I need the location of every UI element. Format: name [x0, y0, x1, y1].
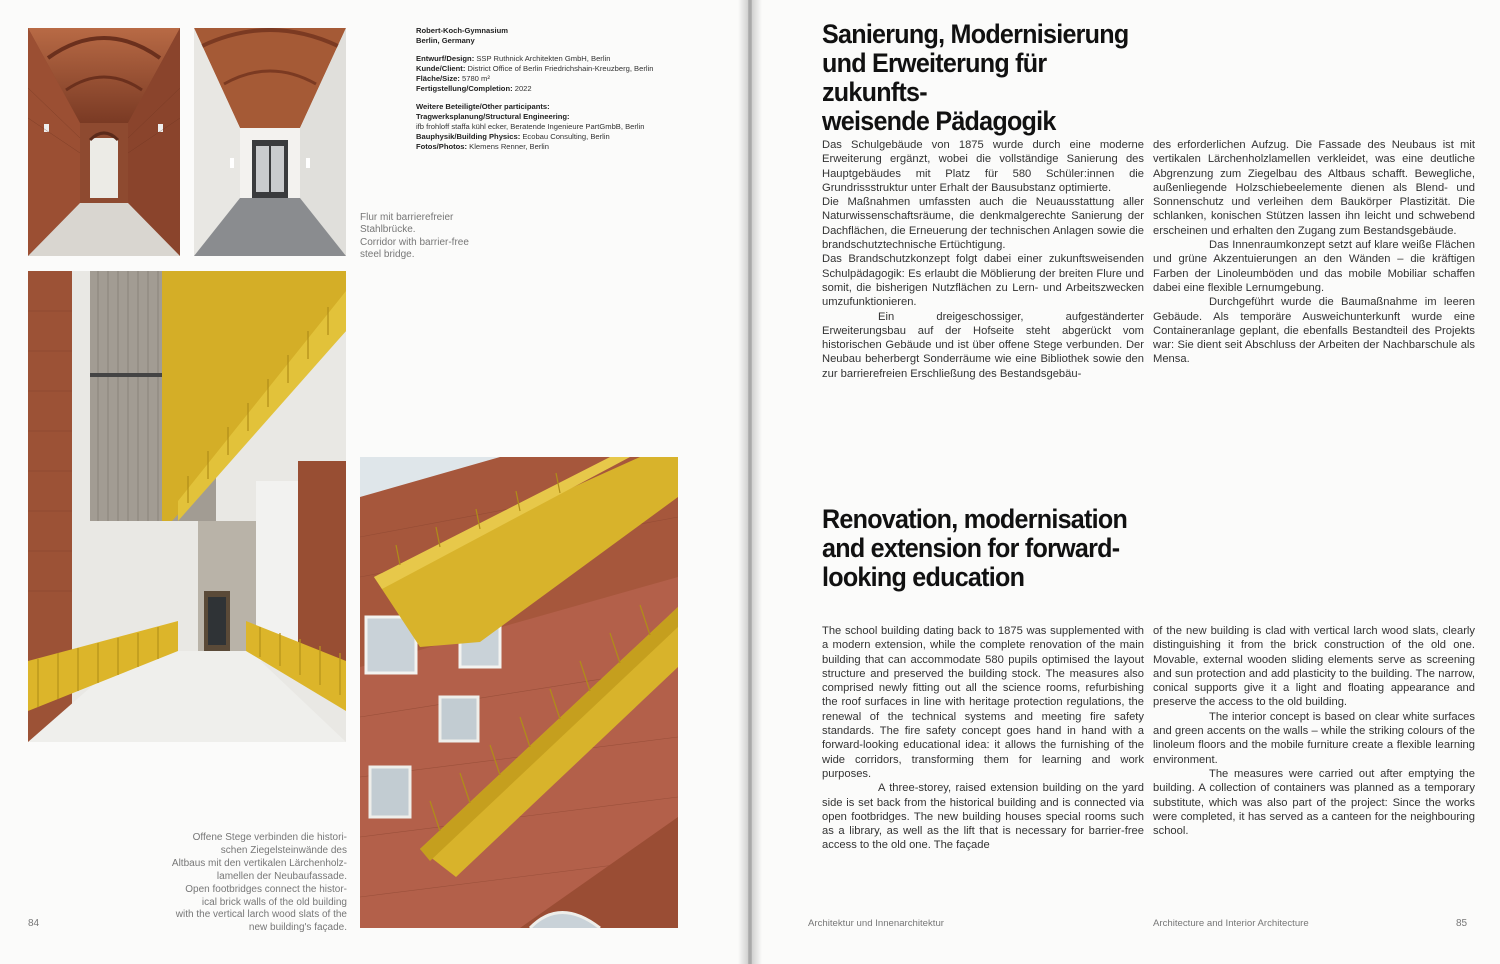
caption-line: Stahlbrücke. [360, 224, 416, 236]
caption-line: Offene Stege verbinden die histori- [192, 832, 347, 843]
caption-line: Open footbridges connect the histor- [185, 883, 347, 895]
heading-line: Renovation, modernisation [822, 504, 1128, 534]
paragraph: The interior concept is based on clear white surfaces and green accents on the walls – while the striking colours of the linoleum floors and the mobile furniture create a flexible learning environment. [1153, 710, 1475, 766]
caption-line: Corridor with barrier-free [360, 236, 469, 248]
photo-white-corridor [194, 28, 346, 256]
credit-value: 5780 m² [462, 74, 490, 83]
credit-value: District Office of Berlin Friedrichshain-Kreuzberg, Berlin [467, 64, 654, 73]
page-number-right: 85 [1456, 918, 1468, 929]
photos-label: Fotos/Photos: [416, 142, 468, 151]
caption-line: Altbaus mit den vertikalen Lärchenholz- [171, 857, 347, 869]
credit-label: Fertigstellung/Completion: [416, 84, 513, 93]
paragraph: Die Maßnahmen umfassten auch die Neuausstattung aller Naturwissenschaftsräume, die denkmalgerechte Sanierung der Dachflächen, die Erneuerung der technischen Anlagen sowie die brandschutztechnische Ertüchtigung. [822, 196, 1144, 252]
heading-line: and extension for forward- [822, 533, 1120, 563]
caption-line: ical brick walls of the old building [201, 896, 347, 908]
project-name: Robert-Koch-Gymnasium [416, 26, 508, 35]
paragraph: des erforderlichen Aufzug. Die Fassade des Neubaus ist mit vertikalen Lärchenholzlamellen verkleidet, was eine deutliche Abgrenzung zum Ziegelbau des Altbaus schafft. Bewegliche, außenliegende Holzschiebeelemente dienen als Blend- und Sonnenschutz und verleihen dem Baukörper Plastizität. Die schlanken, konischen Stützen lassen ihn leicht und schwebend erscheinen und erhalten den Zugang zum Bestandsgebäude. [1153, 139, 1475, 237]
heading-german [822, 20, 1157, 136]
participants-label: Weitere Beteiligte/Other participants: [416, 102, 550, 111]
credit-label: Fläche/Size: [416, 74, 460, 83]
paragraph: Das Schulgebäude von 1875 wurde durch eine moderne Erweiterung ergänzt, wobei die vollständige Sanierung des Hauptgebäudes mit Platz für 580 Schüler:innen die Grundrissstruktur unter Erhalt der Bausubstanz optimierte. [822, 139, 1144, 194]
book-gutter [738, 0, 762, 964]
paragraph: Das Innenraumkonzept setzt auf klare weiße Flächen und grüne Akzentuierungen an den Wänden – die kräftigen Farben der Linoleumböden und das mobile Mobiliar schaffen dabei eine flexible Lernumgebung. [1153, 239, 1475, 294]
photo-brick-corridor [28, 28, 180, 256]
heading-line: looking education [822, 562, 1025, 592]
paragraph: Das Brandschutzkonzept folgt dabei einer zukunftsweisenden Schulpädagogik: Es erlaubt die Möblierung der breiten Flure und somit, die bisherigen Nutzflächen zu Lern- und Arbeitszwecken umzufunktionieren. [822, 253, 1144, 309]
page-number-left: 84 [28, 918, 40, 929]
left-page [0, 0, 748, 964]
paragraph: Ein dreigeschossiger, aufgeständerter Erweiterungsbau auf der Hofseite steht abgerückt vom historischen Gebäude und ist über offene Stege verbunden. Der Neubau beherbergt Sonderräume wie eine Bibliothek sowie den zur barrierefreien Erschließung des Bestandsgebäu- [822, 310, 1144, 380]
paragraph: of the new building is clad with vertical larch wood slats, clearly distinguishing it from the brick construction of the old one. Movable, external wooden sliding elements serve as screening and sun protection and add plasticity to the building. The narrow, conical supports give it a light and floating appearance and preserve the access to the old building. [1153, 625, 1475, 709]
project-credits [416, 26, 736, 152]
photos-value: Klemens Renner, Berlin [469, 142, 549, 151]
credit-label: Entwurf/Design: [416, 54, 475, 63]
english-text-column-1 [822, 624, 1144, 853]
caption-line: schen Ziegelsteinwände des [220, 844, 347, 856]
structural-value: ifb frohloff staffa kühl ecker, Beratende Ingenieure PartGmbB, Berlin [416, 122, 645, 131]
photo-footbridges-upward [360, 457, 678, 928]
heading-line: weisende Pädagogik [822, 106, 1056, 136]
physics-value: Ecobau Consulting, Berlin [522, 132, 610, 141]
running-footer-english: Architecture and Interior Architecture [1153, 918, 1309, 929]
heading-line: Sanierung, Modernisierung [822, 19, 1129, 49]
caption-line: steel bridge. [360, 248, 415, 260]
photo-yellow-bridge [28, 271, 346, 742]
german-text-column-1 [822, 138, 1144, 381]
structural-label: Tragwerksplanung/Structural Engineering: [416, 112, 570, 121]
paragraph: A three-storey, raised extension building on the yard side is set back from the historical building and is connected via open footbridges. The new building houses special rooms such as a library, as well as the lift that is necessary for barrier-free access to the old one. The façade [822, 782, 1144, 852]
paragraph: The measures were carried out after emptying the building. A collection of containers was planned as a temporary substitute, which was also part of the project: Since the works were completed, it has served as a canteen for the neighbouring school. [1153, 767, 1475, 838]
caption-line: with the vertical larch wood slats of the [175, 909, 347, 921]
caption-line: lamellen der Neubaufassade. [216, 870, 347, 882]
paragraph: Durchgeführt wurde die Baumaßnahme im leeren Gebäude. Als temporäre Ausweichunterkunft wurde eine Containeranlage geplant, die ebenfalls Bestandteil des Projekts war: Sie dient seit Abschluss der Arbeiten der Nachbarschule als Mensa. [1153, 296, 1475, 366]
english-text-column-2 [1153, 624, 1475, 838]
project-location: Berlin, Germany [416, 36, 475, 45]
caption-footbridges [160, 832, 347, 935]
right-page [752, 0, 1500, 964]
credit-value: SSP Ruthnick Architekten GmbH, Berlin [476, 54, 611, 63]
paragraph: The school building dating back to 1875 was supplemented with a modern extension, while the complete renovation of the main building that can accommodate 580 pupils optimised the layout structure and preserved the building stock. The measures also comprised newly fitting out all the science rooms, refurbishing the roof surfaces in line with heritage protection regulations, the renewal of the technical systems and meeting fire safety standards. The fire safety concept goes hand in hand with a forward-looking educational idea: it allows the furnishing of the wide corridors, transforming them for learning and work purposes. [822, 625, 1144, 780]
heading-english [822, 505, 1157, 592]
physics-label: Bauphysik/Building Physics: [416, 132, 521, 141]
german-text-column-2 [1153, 138, 1475, 367]
credit-value: 2022 [514, 84, 532, 93]
caption-line: new building's façade. [248, 922, 347, 934]
caption-corridor [360, 212, 510, 261]
running-footer-german: Architektur und Innenarchitektur [808, 918, 944, 929]
heading-line: und Erweiterung für zukunfts- [822, 48, 1047, 107]
caption-line: Flur mit barrierefreier [360, 212, 454, 223]
credit-label: Kunde/Client: [416, 64, 466, 73]
